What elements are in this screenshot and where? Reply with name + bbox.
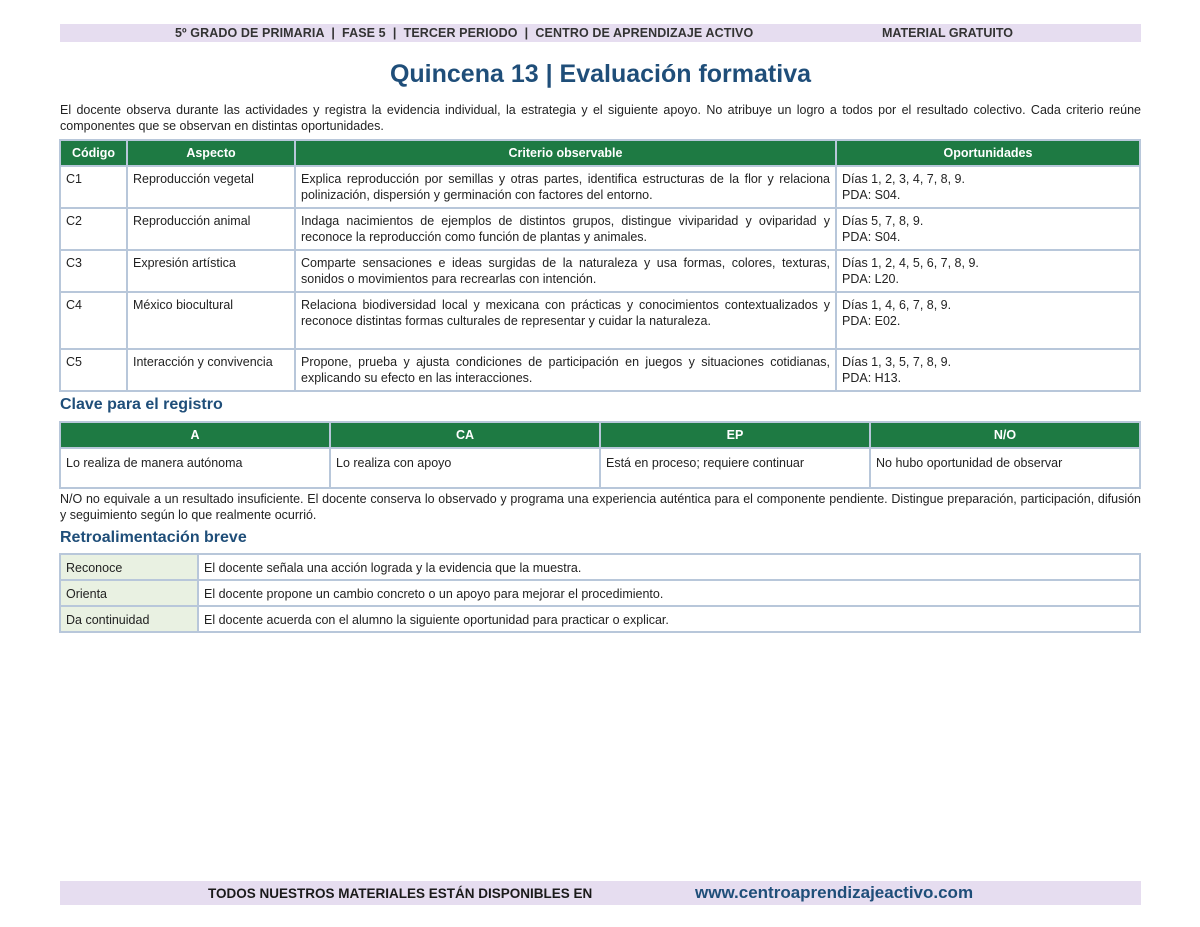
- header-grade-info: 5º GRADO DE PRIMARIA | FASE 5 | TERCER PERIODO | CENTRO DE APRENDIZAJE ACTIVO: [175, 26, 754, 40]
- table-row: [60, 250, 1140, 292]
- criterion-opportunities: [836, 250, 1140, 292]
- col-header-aspect: Aspecto: [127, 140, 295, 166]
- criteria-table: [59, 139, 1141, 392]
- criterion-code: C5: [60, 349, 127, 391]
- criterion-aspect: Interacción y convivencia: [127, 349, 295, 391]
- opportunity-days: Días 1, 3, 5, 7, 8, 9.: [842, 355, 952, 369]
- table-row: [60, 349, 1140, 391]
- criterion-aspect: México biocultural: [127, 292, 295, 349]
- criterion-code: C2: [60, 208, 127, 250]
- footer-website-link[interactable]: www.centroaprendizajeactivo.com: [695, 883, 974, 902]
- criterion-description: Comparte sensaciones e ideas surgidas de la naturaleza y usa formas, colores, texturas, sonidos o movimientos para recrearlas con intención.: [295, 250, 836, 292]
- key-header-no: N/O: [870, 422, 1140, 448]
- key-header-ep: EP: [600, 422, 870, 448]
- key-table: [59, 421, 1141, 489]
- col-header-criterion: Criterio observable: [295, 140, 836, 166]
- criterion-description: Propone, prueba y ajusta condiciones de participación en juegos y situaciones cotidianas, explicando su efecto en las interacciones.: [295, 349, 836, 391]
- header-free-material: MATERIAL GRATUITO: [882, 26, 1014, 40]
- criterion-opportunities: [836, 349, 1140, 391]
- key-value-ep: Está en proceso; requiere continuar: [600, 448, 870, 488]
- criterion-aspect: Reproducción animal: [127, 208, 295, 250]
- key-heading: Clave para el registro: [60, 396, 223, 413]
- criterion-opportunities: [836, 208, 1140, 250]
- table-row: [60, 448, 1140, 488]
- col-header-code: Código: [60, 140, 127, 166]
- feedback-label: Orienta: [60, 580, 198, 606]
- note-paragraph: N/O no equivale a un resultado insuficiente. El docente conserva lo observado y programa una experiencia auténtica para el componente pendiente. Distingue preparación, participación, difusión y seguimiento según lo que realmente ocurrió.: [60, 492, 1141, 522]
- criterion-description: Explica reproducción por semillas y otras partes, identifica estructuras de la flor y relaciona polinización, dispersión y germinación con factores del entorno.: [295, 166, 836, 208]
- criterion-opportunities: [836, 292, 1140, 349]
- table-row: [60, 554, 1140, 580]
- criterion-code: C1: [60, 166, 127, 208]
- feedback-heading: Retroalimentación breve: [60, 529, 247, 546]
- feedback-table: [59, 553, 1141, 633]
- feedback-label: Da continuidad: [60, 606, 198, 632]
- key-table-header: [60, 422, 1140, 448]
- key-value-no: No hubo oportunidad de observar: [870, 448, 1140, 488]
- opportunity-days: Días 1, 2, 4, 5, 6, 7, 8, 9.: [842, 256, 979, 270]
- feedback-label: Reconoce: [60, 554, 198, 580]
- criterion-code: C3: [60, 250, 127, 292]
- opportunity-days: Días 1, 4, 6, 7, 8, 9.: [842, 298, 952, 312]
- opportunity-pda: PDA: H13.: [842, 371, 902, 385]
- footer-bar: [60, 881, 1141, 905]
- criterion-aspect: Expresión artística: [127, 250, 295, 292]
- key-header-ca: CA: [330, 422, 600, 448]
- key-value-a: Lo realiza de manera autónoma: [60, 448, 330, 488]
- table-row: [60, 292, 1140, 349]
- footer-text: TODOS NUESTROS MATERIALES ESTÁN DISPONIBLES EN: [208, 886, 593, 901]
- opportunity-days: Días 5, 7, 8, 9.: [842, 214, 924, 228]
- table-row: [60, 166, 1140, 208]
- criteria-table-header: [60, 140, 1140, 166]
- opportunity-pda: PDA: L20.: [842, 272, 899, 286]
- feedback-text: El docente propone un cambio concreto o un apoyo para mejorar el procedimiento.: [198, 580, 1140, 606]
- key-value-ca: Lo realiza con apoyo: [330, 448, 600, 488]
- intro-paragraph: El docente observa durante las actividades y registra la evidencia individual, la estrategia y el siguiente apoyo. No atribuye un logro a todos por el resultado colectivo. Cada criterio reúne componentes que se observan en distintas oportunidades.: [60, 103, 1141, 133]
- feedback-text: El docente acuerda con el alumno la siguiente oportunidad para practicar o explicar.: [198, 606, 1140, 632]
- criterion-opportunities: [836, 166, 1140, 208]
- table-row: [60, 208, 1140, 250]
- table-row: [60, 606, 1140, 632]
- criterion-description: Indaga nacimientos de ejemplos de distintos grupos, distingue viviparidad y oviparidad y reconoce la reproducción como función de plantas y animales.: [295, 208, 836, 250]
- criterion-description: Relaciona biodiversidad local y mexicana con prácticas y conocimientos contextualizados y reconoce distintas formas culturales de representar y cuidar la naturaleza.: [295, 292, 836, 349]
- page-title: Quincena 13 | Evaluación formativa: [389, 60, 812, 88]
- opportunity-pda: PDA: S04.: [842, 188, 901, 202]
- table-row: [60, 580, 1140, 606]
- feedback-text: El docente señala una acción lograda y la evidencia que la muestra.: [198, 554, 1140, 580]
- key-header-a: A: [60, 422, 330, 448]
- opportunity-pda: PDA: S04.: [842, 230, 901, 244]
- opportunity-pda: PDA: E02.: [842, 314, 901, 328]
- opportunity-days: Días 1, 2, 3, 4, 7, 8, 9.: [842, 172, 965, 186]
- criterion-code: C4: [60, 292, 127, 349]
- criterion-aspect: Reproducción vegetal: [127, 166, 295, 208]
- header-bar: [60, 24, 1141, 42]
- col-header-opportunities: Oportunidades: [836, 140, 1140, 166]
